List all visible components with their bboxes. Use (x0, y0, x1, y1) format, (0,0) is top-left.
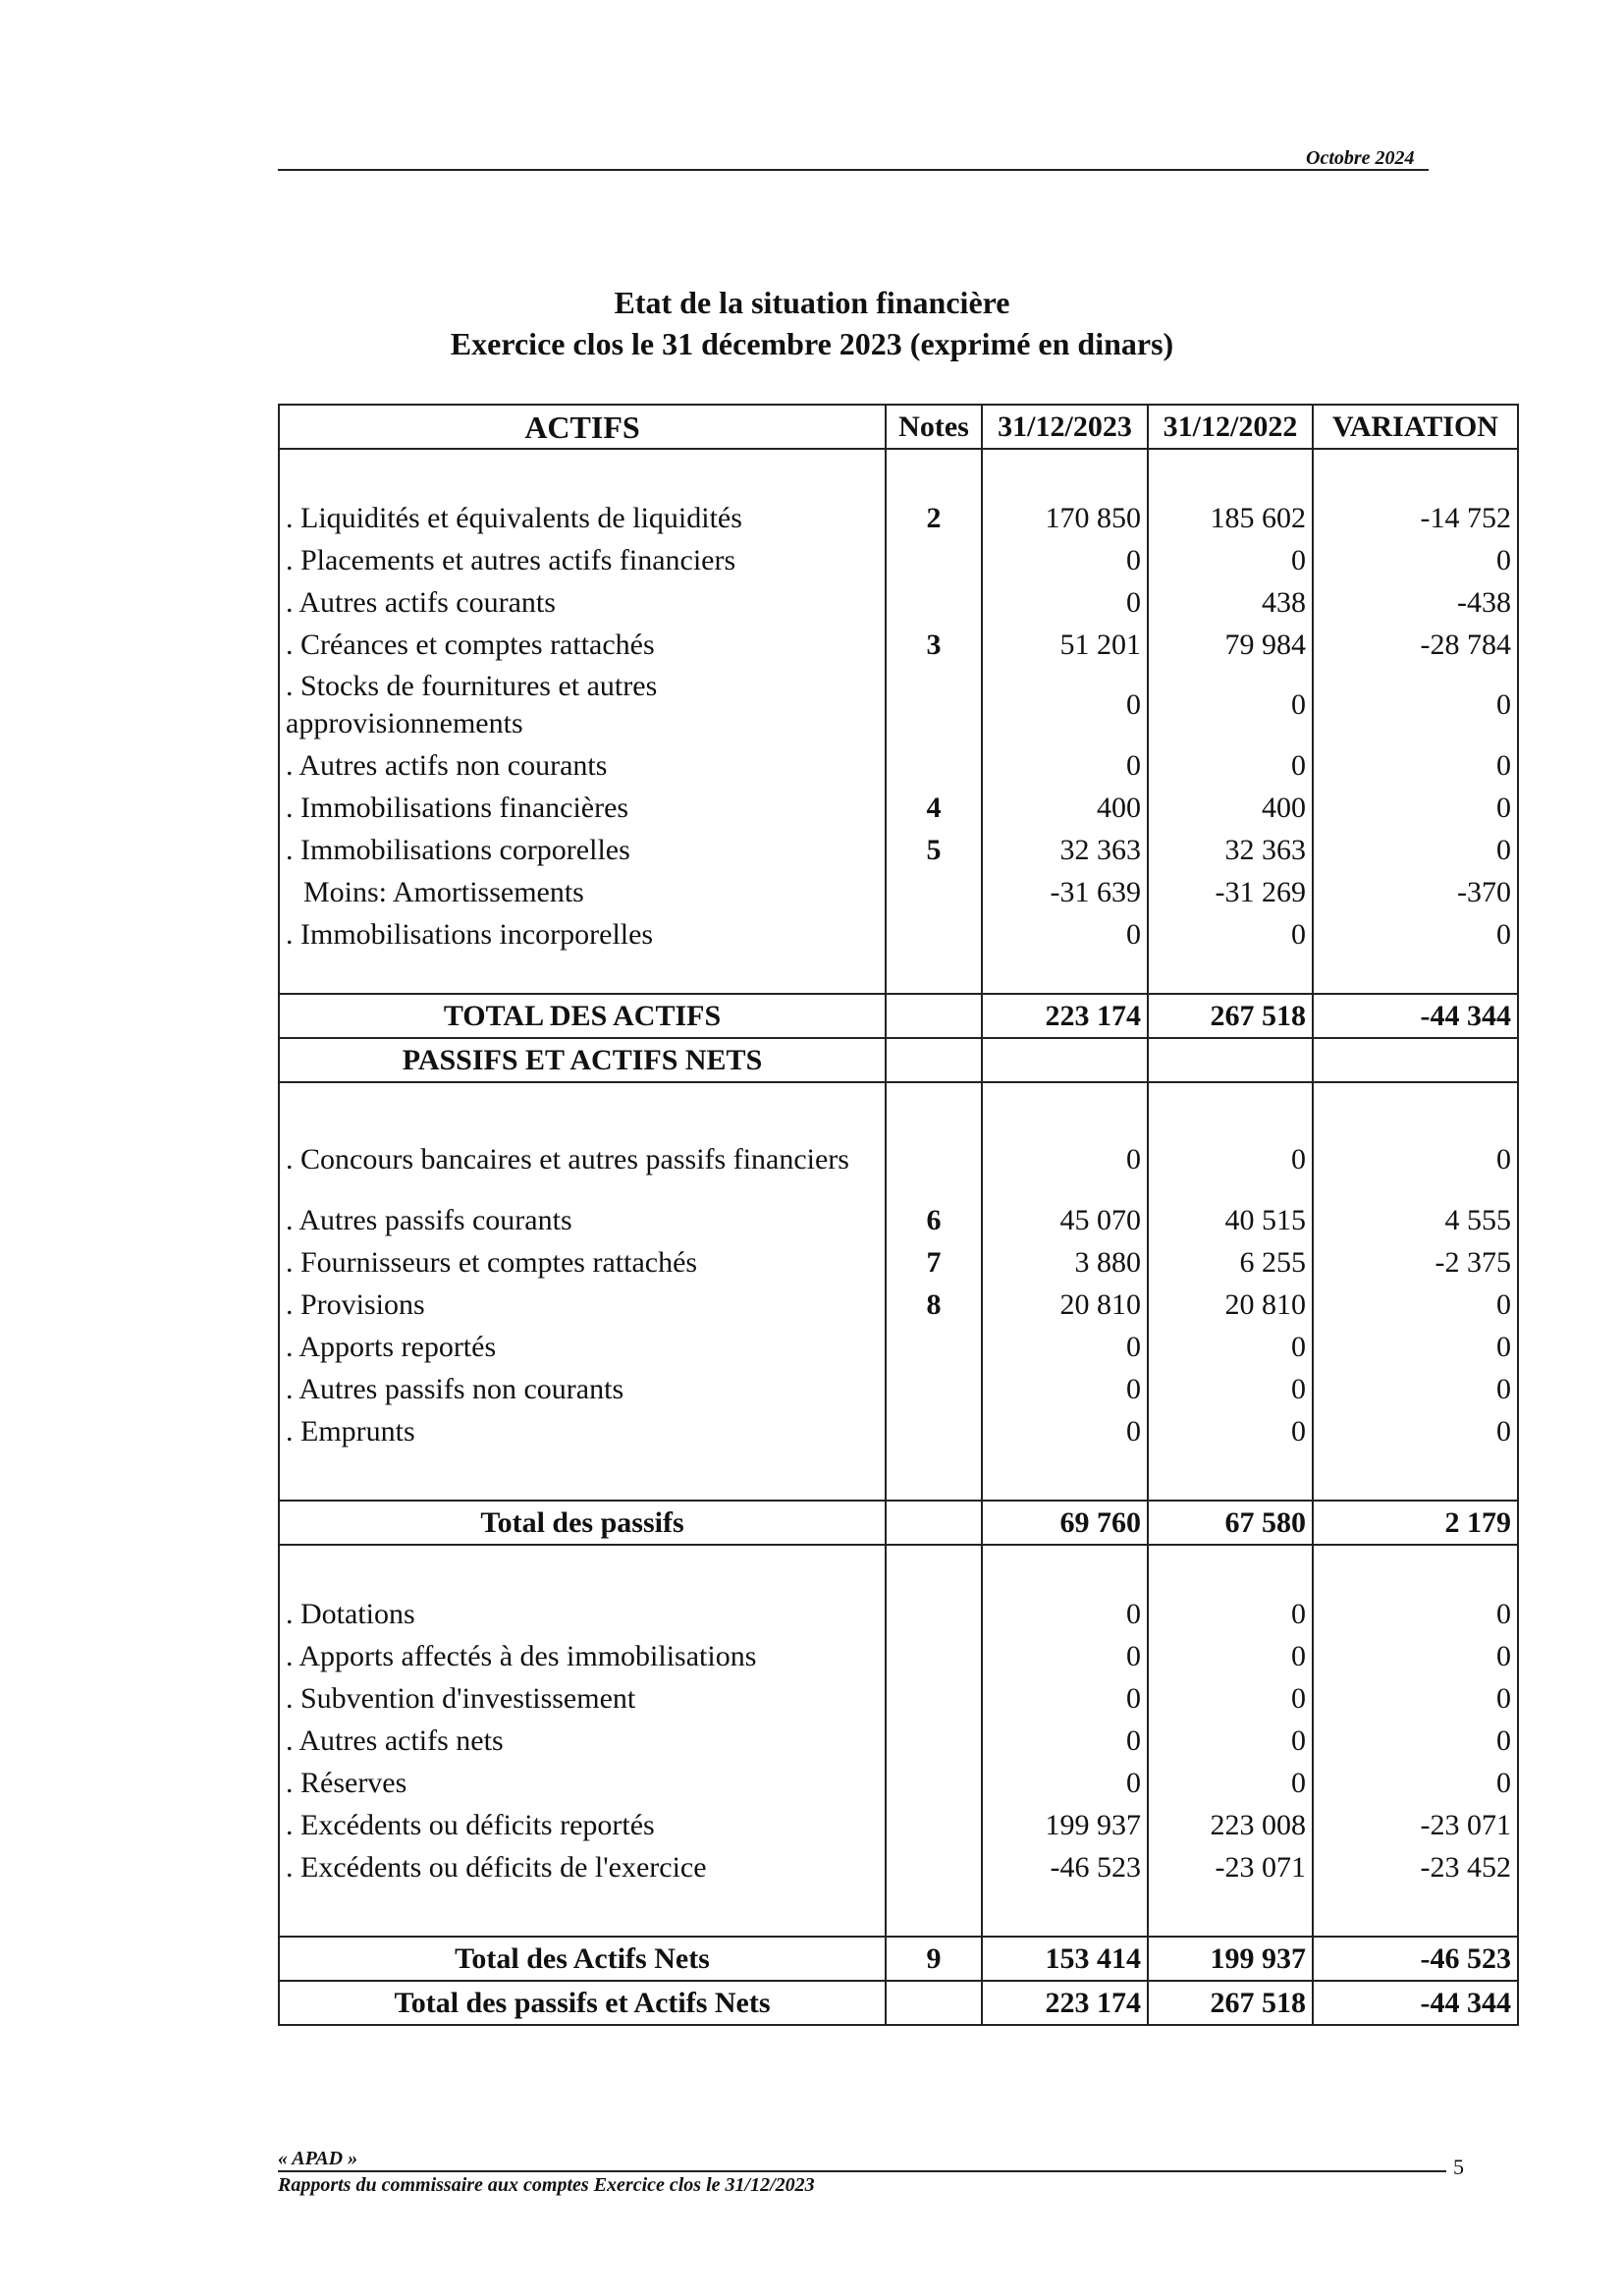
row-label: . Apports affectés à des immobilisations (279, 1635, 886, 1677)
row-2023: 0 (982, 1635, 1148, 1677)
row-2022: 0 (1148, 666, 1313, 744)
row-label: Moins: Amortissements (279, 871, 886, 913)
row-label: . Stocks de fournitures et autres approvisionnements (279, 666, 886, 744)
total-variation: -44 344 (1313, 994, 1518, 1038)
table-row (279, 1677, 1518, 1720)
header-2022: 31/12/2022 (1148, 405, 1313, 449)
table-row (279, 497, 1518, 539)
row-notes (886, 1720, 982, 1762)
row-notes: 3 (886, 624, 982, 666)
row-2023: 0 (982, 666, 1148, 744)
row-notes (886, 666, 982, 744)
row-2022: -23 071 (1148, 1846, 1313, 1888)
total-variation: 2 179 (1313, 1501, 1518, 1545)
row-label: . Créances et comptes rattachés (279, 624, 886, 666)
table-row (279, 1720, 1518, 1762)
row-notes: 6 (886, 1199, 982, 1241)
row-2022: 400 (1148, 787, 1313, 829)
table-row (279, 624, 1518, 666)
header-variation: VARIATION (1313, 405, 1518, 449)
table-row (279, 1241, 1518, 1284)
row-variation: 0 (1313, 1121, 1518, 1199)
row-variation: 0 (1313, 1368, 1518, 1410)
table-row (279, 1762, 1518, 1804)
row-2023: -46 523 (982, 1846, 1148, 1888)
row-variation: 0 (1313, 1410, 1518, 1452)
row-2023: 3 880 (982, 1241, 1148, 1284)
row-2023: 0 (982, 539, 1148, 581)
total-assets-row (279, 994, 1518, 1038)
total-2022: 267 518 (1148, 1981, 1313, 2025)
row-2023: 0 (982, 1410, 1148, 1452)
footer-organization: « APAD » (278, 2148, 358, 2169)
table-row (279, 871, 1518, 913)
total-label: TOTAL DES ACTIFS (279, 994, 886, 1038)
row-2022: 0 (1148, 744, 1313, 787)
row-variation: 0 (1313, 1284, 1518, 1326)
row-label: . Immobilisations corporelles (279, 829, 886, 871)
spacer-row (279, 1888, 1518, 1937)
row-label: . Autres actifs courants (279, 581, 886, 624)
footer-divider (278, 2170, 1446, 2172)
total-liabilities-net-assets-row (279, 1981, 1518, 2025)
row-2023: 0 (982, 1326, 1148, 1368)
row-2022: 185 602 (1148, 497, 1313, 539)
row-2022: 32 363 (1148, 829, 1313, 871)
page-number: 5 (1453, 2155, 1464, 2179)
row-2023: 0 (982, 1720, 1148, 1762)
row-2022: 438 (1148, 581, 1313, 624)
row-label: . Emprunts (279, 1410, 886, 1452)
table-row (279, 1199, 1518, 1241)
row-2022: 223 008 (1148, 1804, 1313, 1846)
row-label: . Immobilisations incorporelles (279, 913, 886, 956)
spacer-row (279, 1082, 1518, 1121)
row-variation: 0 (1313, 1593, 1518, 1635)
row-2023: 32 363 (982, 829, 1148, 871)
total-2023: 153 414 (982, 1937, 1148, 1981)
row-2022: 0 (1148, 1720, 1313, 1762)
row-label: . Subvention d'investissement (279, 1677, 886, 1720)
row-variation: 0 (1313, 1635, 1518, 1677)
row-2023: 0 (982, 913, 1148, 956)
row-2023: 170 850 (982, 497, 1148, 539)
row-notes (886, 1677, 982, 1720)
row-label: . Provisions (279, 1284, 886, 1326)
row-notes (886, 1121, 982, 1199)
row-notes (886, 1368, 982, 1410)
total-2023: 223 174 (982, 1981, 1148, 2025)
table-header-row (279, 405, 1518, 449)
row-2023: 20 810 (982, 1284, 1148, 1326)
spacer-row (279, 956, 1518, 994)
row-label: . Excédents ou déficits reportés (279, 1804, 886, 1846)
total-variation: -46 523 (1313, 1937, 1518, 1981)
row-variation: 0 (1313, 829, 1518, 871)
row-label: . Placements et autres actifs financiers (279, 539, 886, 581)
row-2022: 0 (1148, 913, 1313, 956)
row-variation: -14 752 (1313, 497, 1518, 539)
header-actifs: ACTIFS (279, 405, 886, 449)
document-subtitle: Exercice clos le 31 décembre 2023 (exprimé en dinars) (450, 326, 1174, 361)
row-variation: 0 (1313, 1762, 1518, 1804)
row-notes: 2 (886, 497, 982, 539)
row-2023: 0 (982, 744, 1148, 787)
table-row (279, 1410, 1518, 1452)
total-liabilities-row (279, 1501, 1518, 1545)
row-label: . Immobilisations financières (279, 787, 886, 829)
table-row (279, 1635, 1518, 1677)
total-label: Total des Actifs Nets (279, 1937, 886, 1981)
row-variation: -28 784 (1313, 624, 1518, 666)
table-row (279, 666, 1518, 744)
row-notes (886, 1846, 982, 1888)
table-row (279, 787, 1518, 829)
header-notes: Notes (886, 405, 982, 449)
spacer-row (279, 1452, 1518, 1501)
row-notes (886, 539, 982, 581)
total-2023: 223 174 (982, 994, 1148, 1038)
table-row (279, 1326, 1518, 1368)
table-row (279, 1121, 1518, 1199)
row-label: . Autres passifs non courants (279, 1368, 886, 1410)
row-2023: 45 070 (982, 1199, 1148, 1241)
row-label: . Apports reportés (279, 1326, 886, 1368)
row-notes (886, 1804, 982, 1846)
table-row (279, 1368, 1518, 1410)
total-2022: 267 518 (1148, 994, 1313, 1038)
row-variation: 0 (1313, 744, 1518, 787)
header-2023: 31/12/2023 (982, 405, 1148, 449)
row-2022: 0 (1148, 1326, 1313, 1368)
row-notes: 7 (886, 1241, 982, 1284)
row-2023: 199 937 (982, 1804, 1148, 1846)
row-2022: 79 984 (1148, 624, 1313, 666)
row-notes: 4 (886, 787, 982, 829)
row-variation: 0 (1313, 666, 1518, 744)
row-2023: 0 (982, 1593, 1148, 1635)
total-notes (886, 1501, 982, 1545)
table-row (279, 581, 1518, 624)
row-2022: 0 (1148, 1410, 1313, 1452)
footer-report-title: Rapports du commissaire aux comptes Exercice clos le 31/12/2023 (278, 2174, 815, 2196)
row-notes (886, 1593, 982, 1635)
total-2022: 67 580 (1148, 1501, 1313, 1545)
row-label: . Dotations (279, 1593, 886, 1635)
row-notes (886, 1326, 982, 1368)
row-2022: 6 255 (1148, 1241, 1313, 1284)
row-2022: -31 269 (1148, 871, 1313, 913)
spacer-row (279, 449, 1518, 497)
row-notes (886, 1762, 982, 1804)
section-title: PASSIFS ET ACTIFS NETS (279, 1038, 886, 1082)
total-2022: 199 937 (1148, 1937, 1313, 1981)
row-variation: 0 (1313, 787, 1518, 829)
spacer-row (279, 1545, 1518, 1593)
row-notes (886, 1410, 982, 1452)
row-label: . Concours bancaires et autres passifs financiers (279, 1121, 886, 1199)
row-variation: 4 555 (1313, 1199, 1518, 1241)
row-label: . Autres actifs nets (279, 1720, 886, 1762)
row-variation: 0 (1313, 1326, 1518, 1368)
row-2023: -31 639 (982, 871, 1148, 913)
row-2022: 40 515 (1148, 1199, 1313, 1241)
total-notes (886, 1981, 982, 2025)
total-notes (886, 994, 982, 1038)
row-variation: -23 452 (1313, 1846, 1518, 1888)
row-notes (886, 871, 982, 913)
total-label: Total des passifs et Actifs Nets (279, 1981, 886, 2025)
row-notes (886, 744, 982, 787)
total-variation: -44 344 (1313, 1981, 1518, 2025)
row-variation: 0 (1313, 1720, 1518, 1762)
table-row (279, 744, 1518, 787)
table-row (279, 829, 1518, 871)
table-row (279, 1593, 1518, 1635)
row-variation: -2 375 (1313, 1241, 1518, 1284)
row-label: . Excédents ou déficits de l'exercice (279, 1846, 886, 1888)
liabilities-section-header (279, 1038, 1518, 1082)
table-row (279, 1284, 1518, 1326)
row-notes: 8 (886, 1284, 982, 1326)
row-2023: 0 (982, 581, 1148, 624)
row-variation: -23 071 (1313, 1804, 1518, 1846)
total-notes: 9 (886, 1937, 982, 1981)
row-2022: 20 810 (1148, 1284, 1313, 1326)
row-variation: 0 (1313, 913, 1518, 956)
row-notes (886, 913, 982, 956)
total-label: Total des passifs (279, 1501, 886, 1545)
table-row (279, 539, 1518, 581)
row-2023: 0 (982, 1677, 1148, 1720)
row-label: . Réserves (279, 1762, 886, 1804)
row-2022: 0 (1148, 1121, 1313, 1199)
row-2022: 0 (1148, 1762, 1313, 1804)
financial-position-table (278, 404, 1519, 2026)
total-net-assets-row (279, 1937, 1518, 1981)
row-2022: 0 (1148, 1593, 1313, 1635)
header-divider (278, 169, 1429, 171)
row-variation: 0 (1313, 539, 1518, 581)
row-2022: 0 (1148, 1368, 1313, 1410)
table-row (279, 1804, 1518, 1846)
row-notes (886, 581, 982, 624)
row-2022: 0 (1148, 1635, 1313, 1677)
row-notes (886, 1635, 982, 1677)
total-2023: 69 760 (982, 1501, 1148, 1545)
row-2023: 400 (982, 787, 1148, 829)
table-row (279, 913, 1518, 956)
row-label: . Autres actifs non courants (279, 744, 886, 787)
row-2023: 51 201 (982, 624, 1148, 666)
table-row (279, 1846, 1518, 1888)
row-2023: 0 (982, 1762, 1148, 1804)
row-label: . Autres passifs courants (279, 1199, 886, 1241)
row-variation: 0 (1313, 1677, 1518, 1720)
row-label: . Fournisseurs et comptes rattachés (279, 1241, 886, 1284)
row-2023: 0 (982, 1368, 1148, 1410)
row-2022: 0 (1148, 539, 1313, 581)
row-variation: -438 (1313, 581, 1518, 624)
document-title: Etat de la situation financière (614, 285, 1010, 320)
row-2022: 0 (1148, 1677, 1313, 1720)
row-label: . Liquidités et équivalents de liquidités (279, 497, 886, 539)
header-date: Octobre 2024 (1306, 147, 1415, 169)
row-2023: 0 (982, 1121, 1148, 1199)
row-variation: -370 (1313, 871, 1518, 913)
row-notes: 5 (886, 829, 982, 871)
